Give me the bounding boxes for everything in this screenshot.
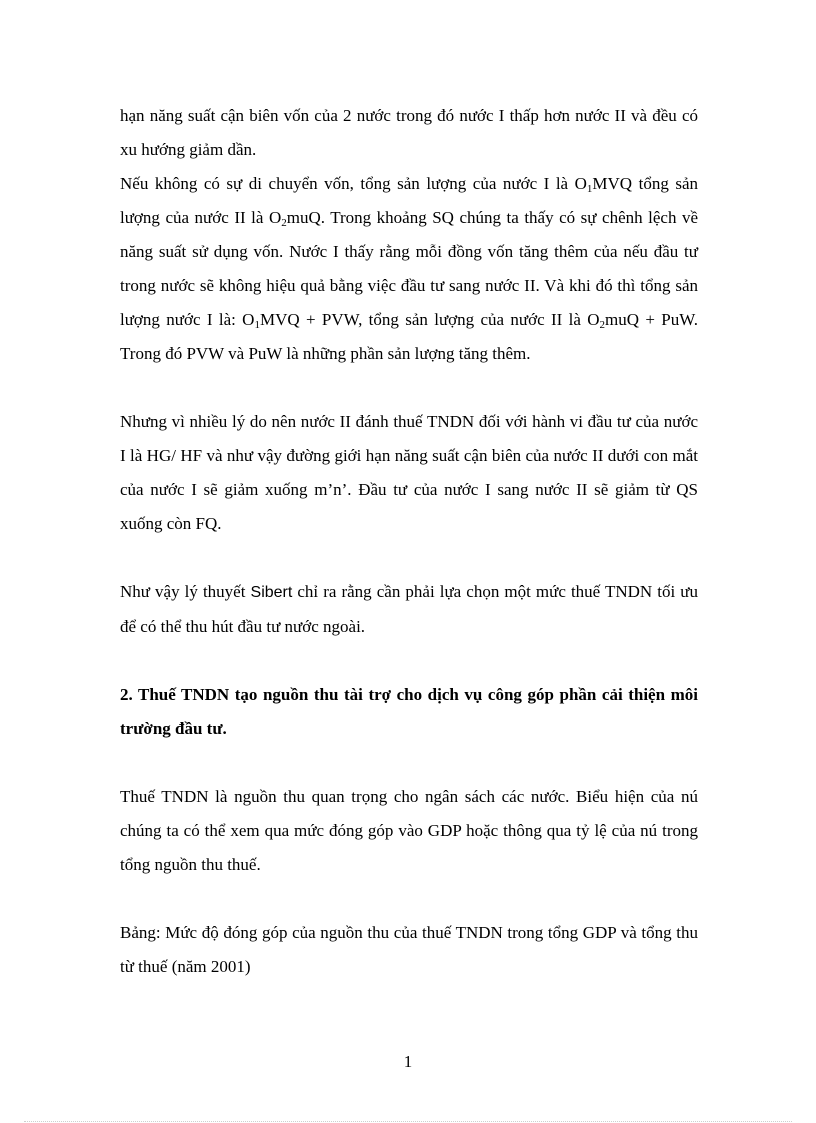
text-run: Nếu không có sự di chuyển vốn, tổng sản lượng của nước I là O [120,174,587,193]
table-caption: Bảng: Mức độ đóng góp của nguồn thu của thuế TNDN trong tổng GDP và tổng thu từ thuế (năm 2001) [120,923,698,976]
text-run: chỉ ra rằng cần phải lựa chọn một mức thuế TNDN tối ưu để có thể thu hút đầu tư nước ngoài. [120,582,698,636]
footer-divider [24,1121,792,1122]
paragraph-tax-effect: Nhưng vì nhiều lý do nên nước II đánh thuế TNDN đối với hành vi đầu tư của nước I là HG/ HF và như vậy đường giới hạn năng suất cận biên của nước II dưới con mắt của nước I sẽ giảm xuống m’n’. Đầu tư của nước I sang nước II sẽ giảm từ QS xuống còn FQ. [120,412,698,533]
text-run: muQ + PuW. Trong đó PVW và PuW là những phần sản lượng tăng thêm. [120,310,698,363]
text-run: muQ. Trong khoảng SQ chúng ta thấy có sự chênh lệch về năng suất sử dụng vốn. Nước I thấy rằng mỗi đồng vốn tăng thêm của nếu đầu tư trong nước sẽ không hiệu quả bằng việc đầu tư sang nước II. Và khi đó thì tổng sản lượng nước I là: O [120,208,699,329]
paragraph-revenue-importance: Thuế TNDN là nguồn thu quan trọng cho ngân sách các nước. Biểu hiện của nú chúng ta có thể xem qua mức đóng góp vào GDP hoặc thông qua tỷ lệ của nú trong tổng nguồn thu thuế. [120,787,698,874]
paragraph-capital-movement [120,167,698,371]
section-heading: 2. Thuế TNDN tạo nguồn thu tài trợ cho dịch vụ công góp phần cải thiện môi trường đầu tư. [120,685,698,738]
document-body [120,99,698,984]
subscript: 1 [586,183,593,195]
page-number: 1 [403,1052,413,1071]
subscript: 2 [599,319,606,331]
text-run: MVQ + PVW, tổng sản lượng của nước II là O [259,310,600,329]
subscript: 1 [254,319,260,331]
paragraph-sibert-theory [120,575,698,644]
text-run: MVQ tổng sản lượng của nước II là O [120,174,698,227]
sibert-name: Sibert [250,584,293,601]
subscript: 2 [281,217,287,229]
text-run: Như vậy lý thuyết [120,582,251,601]
paragraph-capital-productivity: hạn năng suất cận biên vốn của 2 nước trong đó nước I thấp hơn nước II và đều có xu hướng giảm dần. [120,106,698,159]
